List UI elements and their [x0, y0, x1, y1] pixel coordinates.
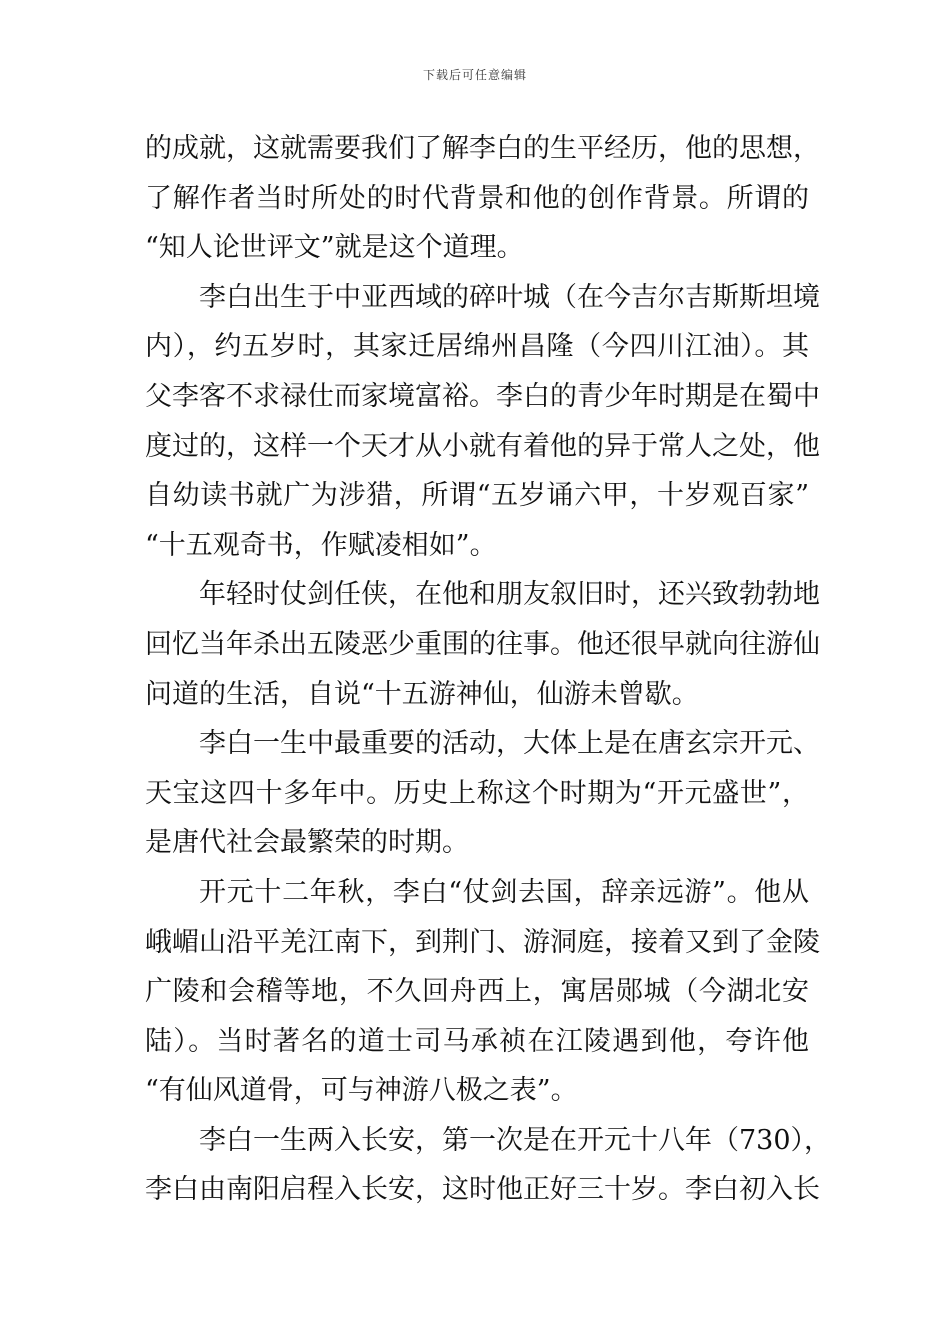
- text-line: 回忆当年杀出五陵恶少重围的往事。他还很早就向往游仙: [145, 628, 820, 660]
- text-line: 自幼读书就广为涉猎，所谓“五岁诵六甲，十岁观百家”: [145, 480, 809, 512]
- text-line: 陆）。当时著名的道士司马承祯在江陵遇到他，夸许他: [145, 1025, 809, 1057]
- document-body: [145, 124, 832, 1215]
- text-line: 问道的生活，自说“十五游神仙，仙游未曾歇。: [145, 678, 699, 710]
- text-line: 度过的，这样一个天才从小就有着他的异于常人之处，他: [145, 430, 820, 462]
- text-line: 是唐代社会最繁荣的时期。: [145, 827, 469, 859]
- text-line: 的成就，这就需要我们了解李白的生平经历，他的思想，: [145, 133, 820, 164]
- text-line: 峨嵋山沿平羌江南下，到荆门、游洞庭，接着又到了金陵: [145, 926, 820, 958]
- text-line: 广陵和会稽等地，不久回舟西上，寓居郧城（今湖北安: [145, 976, 809, 1008]
- text-line: 内），约五岁时，其家迁居绵州昌隆（今四川江油）。其: [145, 331, 809, 363]
- text-line: “知人论世评文”就是这个道理。: [145, 232, 524, 264]
- page-header: 下载后可任意编辑: [422, 68, 527, 82]
- text-line: 开元十二年秋，李白“仗剑去国，辞亲远游”。他从: [199, 876, 809, 908]
- text-line: 了解作者当时所处的时代背景和他的创作背景。所谓的: [145, 182, 809, 214]
- text-line: 李白由南阳启程入长安，这时他正好三十岁。李白初入长: [145, 1174, 820, 1206]
- text-line: “十五观奇书，作赋凌相如”。: [145, 529, 497, 561]
- text-line: 父李客不求禄仕而家境富裕。李白的青少年时期是在蜀中: [145, 380, 820, 412]
- text-line: 李白一生两入长安，第一次是在开元十八年（730），: [199, 1124, 832, 1156]
- text-line: 李白出生于中亚西域的碎叶城（在今吉尔吉斯斯坦境: [199, 281, 820, 313]
- text-line: 天宝这四十多年中。历史上称这个时期为“开元盛世”，: [145, 777, 809, 809]
- text-line: 李白一生中最重要的活动，大体上是在唐玄宗开元、: [199, 728, 820, 760]
- text-line: “有仙风道骨，可与神游八极之表”。: [145, 1075, 578, 1107]
- text-line: 年轻时仗剑任侠，在他和朋友叙旧时，还兴致勃勃地: [199, 579, 820, 611]
